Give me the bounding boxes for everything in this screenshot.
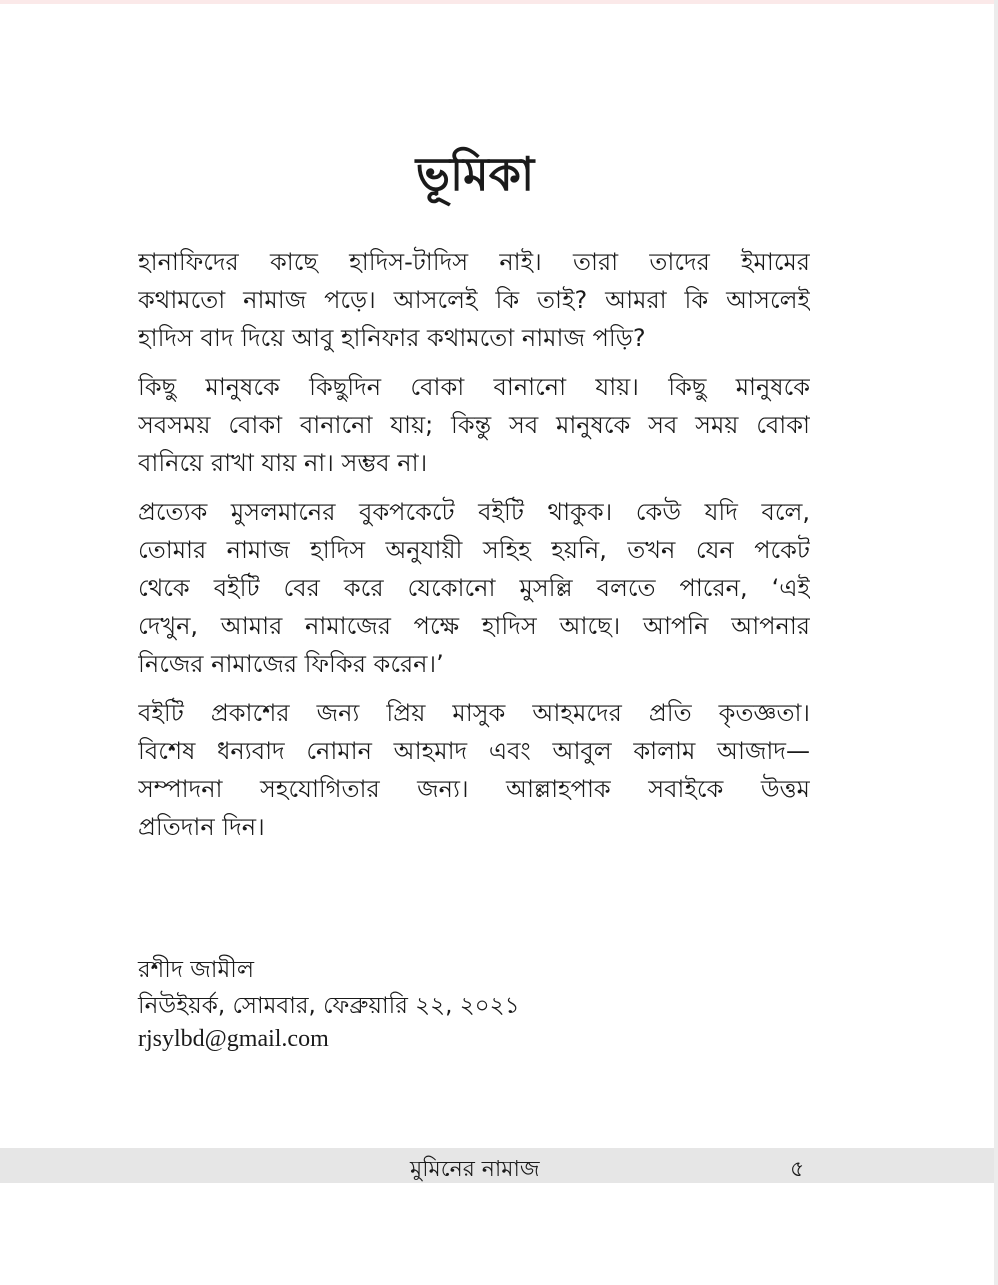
page-top-border — [0, 0, 998, 4]
text-line: বিশেষ ধন্যবাদ নোমান আহমাদ এবং আবুল কালাম আজাদ— — [138, 737, 810, 765]
text-line: বানিয়ে রাখা যায় না। সম্ভব না। — [138, 449, 428, 477]
preface-body — [138, 243, 810, 857]
paragraph-4 — [138, 694, 810, 846]
signature-block — [138, 952, 520, 1054]
page-number: ৫ — [790, 1157, 805, 1182]
text-line: সম্পাদনা সহযোগিতার জন্য। আল্লাহপাক সবাইকে উত্তম — [138, 775, 810, 803]
text-line: দেখুন, আমার নামাজের পক্ষে হাদিস আছে। আপনি আপনার — [138, 612, 810, 640]
text-line: তোমার নামাজ হাদিস অনুযায়ী সহিহ হয়নি, তখন যেন পকেট — [138, 536, 810, 564]
text-line: সবসময় বোকা বানানো যায়; কিন্তু সব মানুষকে সব সময় বোকা — [138, 411, 810, 439]
author-email: rjsylbd@gmail.com — [138, 1026, 329, 1052]
text-line: বইটি প্রকাশের জন্য প্রিয় মাসুক আহমদের প্রতি কৃতজ্ঞতা। — [138, 699, 810, 727]
text-line: নিজের নামাজের ফিকির করেন।’ — [138, 650, 444, 678]
text-line: হাদিস বাদ দিয়ে আবু হানিফার কথামতো নামাজ পড়ি? — [138, 324, 646, 352]
text-line: থেকে বইটি বের করে যেকোনো মুসল্লি বলতে পারেন, ‘এই — [138, 574, 810, 602]
footer-book-title: মুমিনের নামাজ — [410, 1157, 540, 1182]
paragraph-3 — [138, 493, 810, 683]
text-line: কিছু মানুষকে কিছুদিন বোকা বানানো যায়। কিছু মানুষকে — [138, 373, 810, 401]
page-title: ভূমিকা — [415, 147, 535, 201]
text-line: কথামতো নামাজ পড়ে। আসলেই কি তাই? আমরা কি আসলেই — [138, 286, 810, 314]
paragraph-2 — [138, 368, 810, 482]
text-line: প্রতিদান দিন। — [138, 813, 265, 841]
page-footer — [0, 1148, 994, 1183]
author-name: রশীদ জামীল — [138, 957, 254, 983]
page-right-edge — [994, 0, 998, 1285]
text-line: হানাফিদের কাছে হাদিস-টাদিস নাই। তারা তাদের ইমামের — [138, 248, 810, 276]
text-line: প্রত্যেক মুসলমানের বুকপকেটে বইটি থাকুক। কেউ যদি বলে, — [138, 498, 810, 526]
place-date: নিউইয়র্ক, সোমবার, ফেব্রুয়ারি ২২, ২০২১ — [138, 993, 520, 1019]
paragraph-1 — [138, 243, 810, 357]
